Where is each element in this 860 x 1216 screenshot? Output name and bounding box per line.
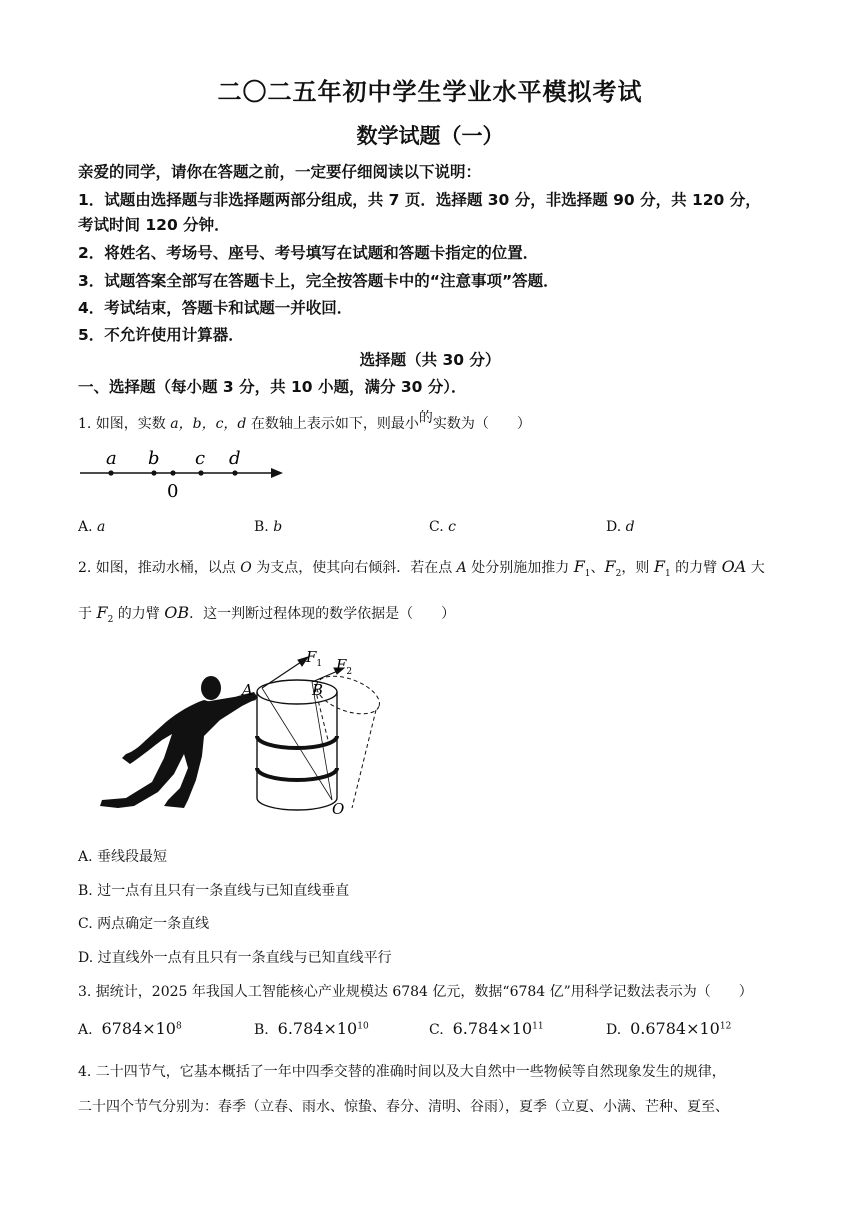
q1-de: 的 — [418, 410, 433, 426]
label-b: b — [148, 448, 160, 469]
label-d: d — [229, 448, 241, 469]
point-c — [198, 470, 203, 475]
q2-option-a[interactable]: A. 垂线段最短 — [78, 849, 168, 865]
label-F2: $F_2$ — [336, 656, 353, 677]
q2-option-b[interactable]: B. 过一点有且只有一条直线与已知直线垂直 — [78, 883, 350, 899]
label-F1: $F_1$ — [306, 648, 323, 669]
instruction-item-3: 3．试题答案全部写在答题卡上，完全按答题卡中的“注意事项”答题． — [78, 272, 559, 290]
label-B: B — [312, 681, 324, 699]
page-title: 二〇二五年初中学生学业水平模拟考试 — [217, 78, 643, 106]
part-one-heading: 一、选择题（每小题 3 分，共 10 小题，满分 30 分）． — [78, 378, 467, 396]
instruction-item-2: 2．将姓名、考场号、座号、考号填写在试题和答题卡指定的位置． — [78, 244, 539, 262]
q3-option-a[interactable]: A. $6784\times 10^8$ — [78, 1019, 182, 1038]
point-d — [232, 470, 237, 475]
label-c: c — [195, 448, 206, 469]
label-zero: 0 — [167, 481, 179, 502]
bucket-upright — [257, 680, 337, 810]
q1-stem-b: 在数轴上表示如下，则最小 — [246, 416, 419, 432]
question-1-stem — [78, 410, 531, 433]
number-line-figure — [78, 446, 288, 502]
q3-option-d[interactable]: D. $0.6784\times 10^{12}$ — [606, 1019, 732, 1038]
question-3-stem: 3. 据统计，2025 年我国人工智能核心产业规模达 6784 亿元，数据“6784 亿”用科学记数法表示为（ ） — [78, 984, 753, 1000]
instructions-greeting: 亲爱的同学，请你在答题之前，一定要仔细阅读以下说明： — [78, 163, 482, 181]
instruction-item-1-cont: 考试时间 120 分钟． — [78, 216, 230, 234]
q2-option-c[interactable]: C. 两点确定一条直线 — [78, 916, 210, 932]
number-line-arrow — [271, 468, 283, 478]
label-a: a — [106, 448, 117, 469]
q1-vars: a，b，c，d — [170, 416, 247, 432]
q1-stem-a: 1. 如图，实数 — [78, 416, 171, 432]
q1-option-d[interactable]: D. d — [606, 519, 635, 535]
question-2-stem-line1: 2. 如图，推动水桶，以点 O 为支点，使其向右倾斜．若在点 A 处分别施加推力 $F_1$、$F_2$，则 $F_1$ 的力臂 OA 大 — [78, 557, 765, 579]
point-a — [108, 470, 113, 475]
instruction-item-1: 1．试题由选择题与非选择题两部分组成，共 7 页．选择题 30 分，非选择题 90 分，共 120 分， — [78, 191, 761, 209]
q3-option-c[interactable]: C. $6.784\times 10^{11}$ — [429, 1019, 544, 1038]
point-zero — [170, 470, 175, 475]
force-arrows — [262, 657, 344, 688]
q1-stem-c: 实数为（ ） — [432, 416, 531, 432]
label-A: A — [242, 681, 253, 699]
question-2-stem-line2: 于 $F_2$ 的力臂 OB．这一判断过程体现的数学依据是（ ） — [78, 603, 456, 625]
point-b — [151, 470, 156, 475]
instruction-item-5: 5．不允许使用计算器． — [78, 326, 244, 344]
question-4-stem-line2: 二十四个节气分别为：春季（立春、雨水、惊蛰、春分、清明、谷雨），夏季（立夏、小满、芒种、夏至、 — [78, 1099, 729, 1115]
bucket-push-figure — [92, 640, 392, 820]
section-heading: 选择题（共 30 分） — [359, 351, 501, 369]
person-silhouette — [100, 676, 258, 808]
label-O: O — [332, 800, 345, 818]
q2-option-d[interactable]: D. 过直线外一点有且只有一条直线与已知直线平行 — [78, 950, 392, 966]
q3-option-b[interactable]: B. $6.784\times 10^{10}$ — [254, 1019, 369, 1038]
q1-option-a[interactable]: A. a — [78, 519, 106, 535]
q1-option-b[interactable]: B. b — [254, 519, 283, 535]
instruction-item-4: 4．考试结束，答题卡和试题一并收回． — [78, 299, 353, 317]
question-4-stem-line1: 4. 二十四节气，它基本概括了一年中四季交替的准确时间以及大自然中一些物候等自然现象发生的规律， — [78, 1064, 726, 1080]
page-subtitle: 数学试题（一） — [356, 124, 504, 148]
q1-option-c[interactable]: C. c — [429, 519, 456, 535]
